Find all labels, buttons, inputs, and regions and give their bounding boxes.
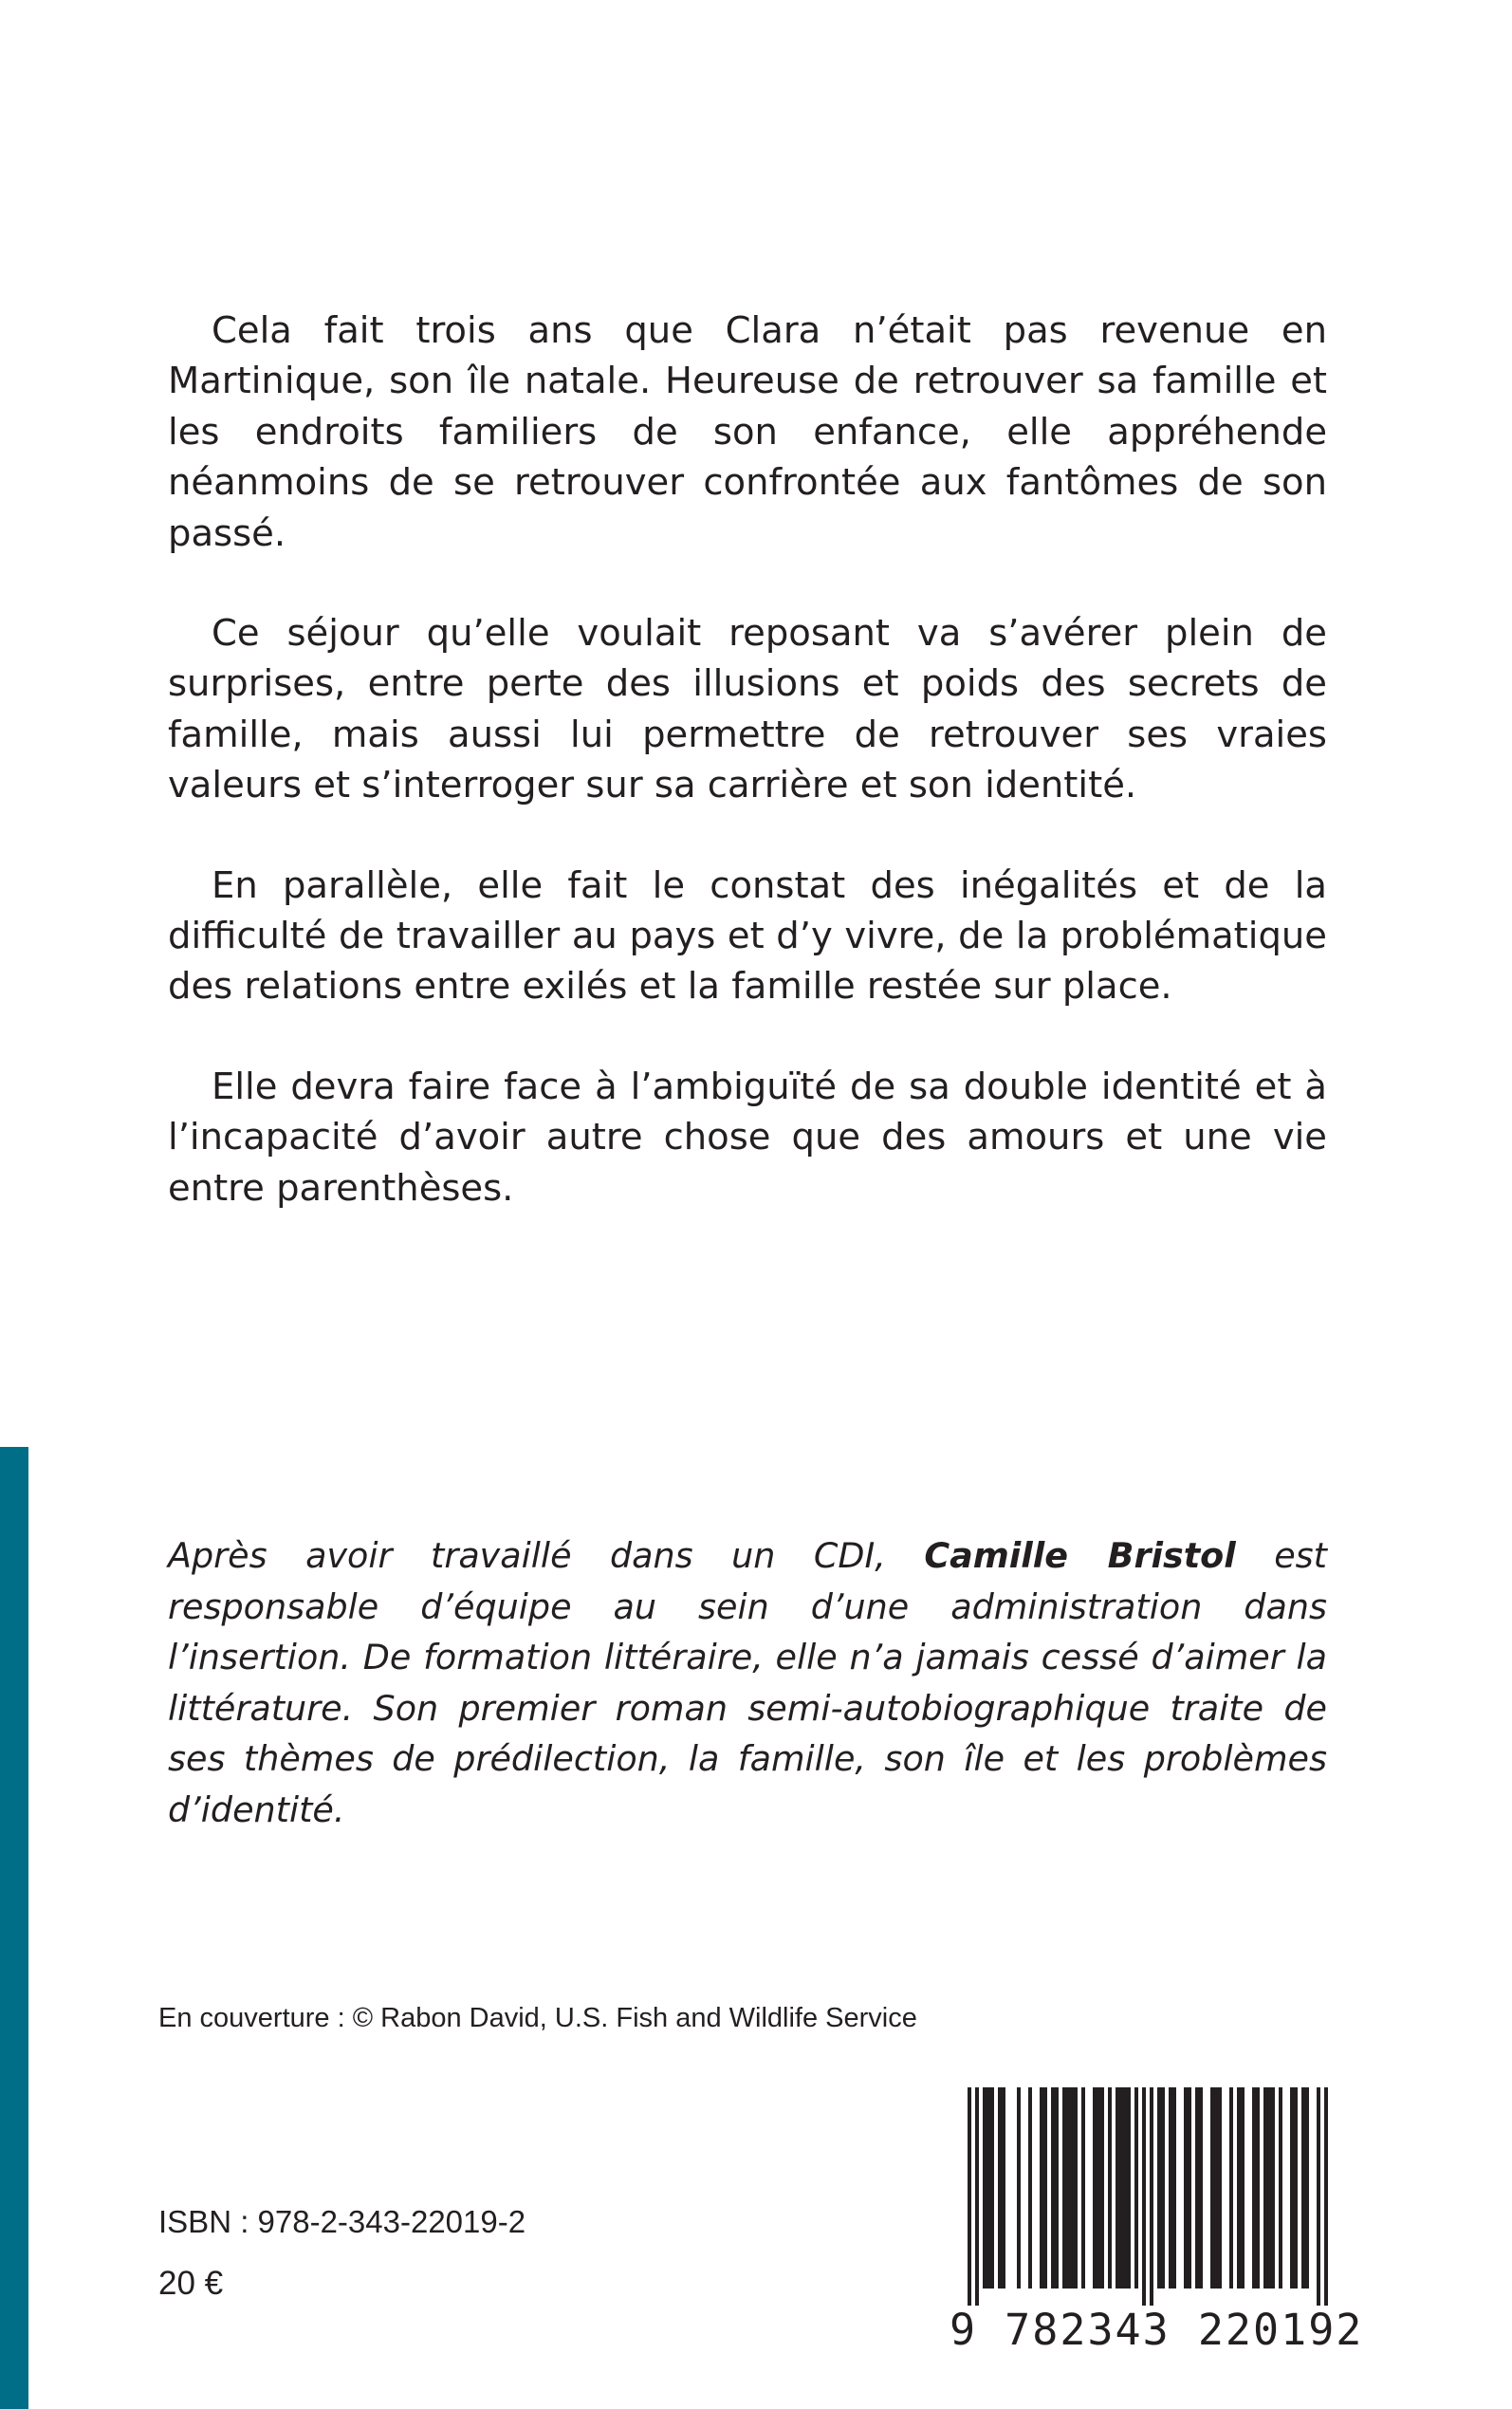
author-bio-text: est responsable d’équipe au sein d’une administration dans l’insertion. De formation littéraire, elle n’a jamais cessé d’aimer la littérature. Son premier roman semi-autobiographique traite de ses thèmes de prédilection, la famille, son île et les problèmes d’identité. (168, 1535, 1327, 1830)
barcode-guard-bar (968, 2087, 971, 2306)
barcode-bar (1051, 2087, 1059, 2289)
barcode-bar (1108, 2087, 1112, 2289)
barcode-bar (1169, 2087, 1176, 2289)
barcode-bar (1062, 2087, 1078, 2289)
barcode-bar (1040, 2087, 1047, 2289)
barcode-bar (1263, 2087, 1275, 2289)
barcode-bar (983, 2087, 994, 2289)
barcode-bar (998, 2087, 1005, 2289)
barcode-bar (1028, 2087, 1032, 2289)
barcode-bar (1184, 2087, 1191, 2289)
barcode-bar (1252, 2087, 1260, 2289)
barcode-guard-bar (1142, 2087, 1146, 2306)
barcode-bar (1301, 2087, 1309, 2289)
barcode-bar (1134, 2087, 1138, 2289)
barcode-bar (1017, 2087, 1021, 2289)
author-bio (168, 1530, 1327, 1835)
synopsis-paragraph-1: Cela fait trois ans que Clara n’était pas revenue en Martinique, son île natale. Heureuse de retrouver sa famille et les endroits familiers de son enfance, elle appréhende néanmoins de se retrouver confrontée aux fantômes de son passé. (168, 309, 1327, 555)
barcode-bar (1157, 2087, 1165, 2289)
author-name: Camille Bristol (924, 1535, 1236, 1576)
barcode-bar (1279, 2087, 1282, 2289)
barcode (968, 2087, 1328, 2306)
side-color-bar (0, 1447, 28, 2409)
isbn-label: ISBN : 978-2-343-22019-2 (158, 2204, 526, 2239)
author-bio-intro: Après avoir travaillé dans un CDI, (168, 1535, 925, 1576)
barcode-bar (1210, 2087, 1222, 2289)
barcode-digits: 9 782343 220192 (950, 2305, 1364, 2355)
barcode-bars (968, 2087, 1328, 2306)
synopsis-paragraph-4: Elle devra faire face à l’ambiguïté de sa double identité et à l’incapacité d’avoir autre chose que des amours et une vie entre parenthèses. (168, 1065, 1327, 1210)
barcode-guard-bar (1317, 2087, 1320, 2306)
cover-credit: En couverture : © Rabon David, U.S. Fish and Wildlife Service (158, 2003, 917, 2033)
price-label: 20 € (158, 2265, 224, 2302)
synopsis (168, 306, 1327, 1263)
synopsis-paragraph-3: En parallèle, elle fait le constat des inégalités et de la difficulté de travailler au pays et d’y vivre, de la problématique des relations entre exilés et la famille restée sur place. (168, 863, 1327, 1009)
synopsis-paragraph-2: Ce séjour qu’elle voulait reposant va s’avérer plein de surprises, entre perte des illusions et poids des secrets de famille, mais aussi lui permettre de retrouver ses vraies valeurs et s’interroger sur sa carrière et son identité. (168, 612, 1327, 807)
barcode-bar (1093, 2087, 1104, 2289)
barcode-guard-bar (975, 2087, 979, 2306)
barcode-bar (1237, 2087, 1245, 2289)
barcode-bar (1081, 2087, 1085, 2289)
barcode-bar (1229, 2087, 1233, 2289)
barcode-bar (1290, 2087, 1298, 2289)
barcode-guard-bar (1150, 2087, 1153, 2306)
barcode-bar (1195, 2087, 1203, 2289)
barcode-bar (1116, 2087, 1131, 2289)
barcode-guard-bar (1324, 2087, 1328, 2306)
